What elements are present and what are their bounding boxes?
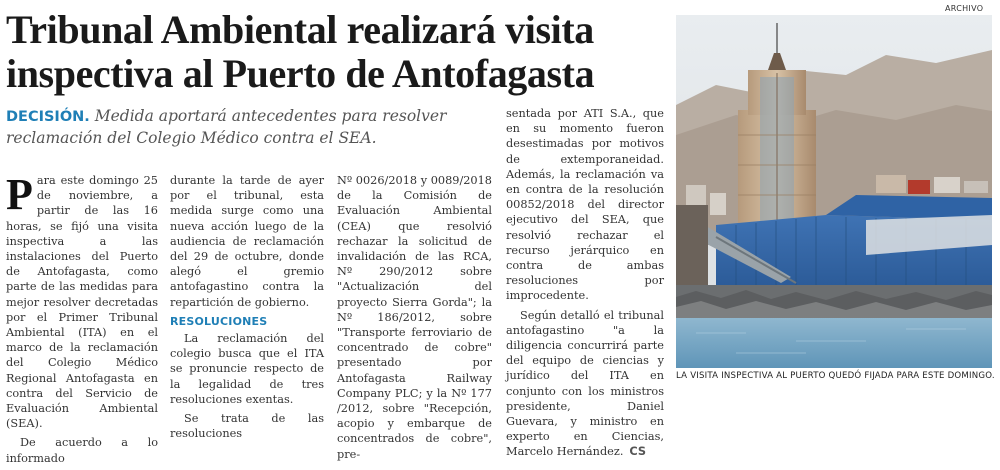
sea — [676, 318, 992, 368]
deck — [6, 106, 498, 149]
body-paragraph — [506, 308, 664, 460]
body-paragraph: Se trata de las resoluciones — [170, 412, 324, 441]
body-paragraph: La reclamación del colegio busca que el ITA se pronuncie respecto de la legalidad de tres resoluciones exentas. — [170, 332, 324, 406]
port-photo — [676, 15, 992, 368]
deck-text: Medida aportará antecedentes para resolver reclamación del Colegio Médico contra el SEA. — [6, 107, 447, 147]
deck-kicker: DECISIÓN. — [6, 109, 90, 125]
drop-cap: P — [6, 170, 33, 219]
lead-paragraph — [6, 170, 158, 431]
body-paragraph: sentada por ATI S.A., que en su momento fueron desestimadas por motivos de extemporaneidad. Además, la reclamación va en contra de la resolución 00852/2018 del director ejecutivo del SEA, que resolvió rechazar el recurso jerárquico en contra de ambas resoluciones por improcedente. — [506, 107, 664, 303]
body-paragraph: De acuerdo a lo informado — [6, 436, 158, 465]
photo-credit: ARCHIVO — [945, 4, 984, 13]
closing-text: Según detalló el tribunal antofagastino "a la diligencia concurrirá parte del equipo de ciencias y jurídico del ITA en conjunto con los ministros presidente, Daniel Guevara, y ministro en experto en Ciencias, Marcelo Hernández. — [506, 308, 664, 459]
article-column-1 — [6, 170, 158, 470]
article-column-2 — [170, 173, 324, 445]
photo-caption: LA VISITA INSPECTIVA AL PUERTO QUEDÓ FIJADA PARA ESTE DOMINGO. — [676, 371, 995, 381]
headline: Tribunal Ambiental realizará visita inspectiva al Puerto de Antofagasta — [6, 7, 595, 96]
article-column-4 — [506, 106, 664, 464]
lead-text: ara este domingo 25 de noviembre, a partir de las 16 horas, se fijó una visita inspectiva a las instalaciones del Puerto de Antofagasta, como parte de las medidas para mejor resolver decretadas por el Primer Tribunal Ambiental (ITA) en el marco de la reclamación del Colegio Médico Regional Antofagasta en contra del Servicio de Evaluación Ambiental (SEA). — [6, 174, 158, 431]
end-mark: CS — [629, 445, 647, 459]
section-subhead: RESOLUCIONES — [170, 314, 268, 328]
body-paragraph: durante la tarde de ayer por el tribunal, esta medida surge como una nueva acción luego de la audiencia de reclamación del 29 de octubre, donde alegó el gremio antofagastino contra la repartición de gobierno. — [170, 174, 324, 309]
article-column-3 — [337, 173, 492, 466]
body-paragraph: Nº 0026/2018 y 0089/2018 de la Comisión de Evaluación Ambiental (CEA) que resolvió rechazar la solicitud de invalidación de las RCA, Nº 290/2012 sobre "Actualización del proyecto Sierra Gorda"; la Nº 186/2012, sobre "Transporte ferroviario de concentrado de cobre" presentado por Antofagasta Railway Company PLC; y la Nº 177 /2012, sobre "Recepción, acopio y embarque de concentrados de cobre", pre- — [337, 174, 492, 461]
